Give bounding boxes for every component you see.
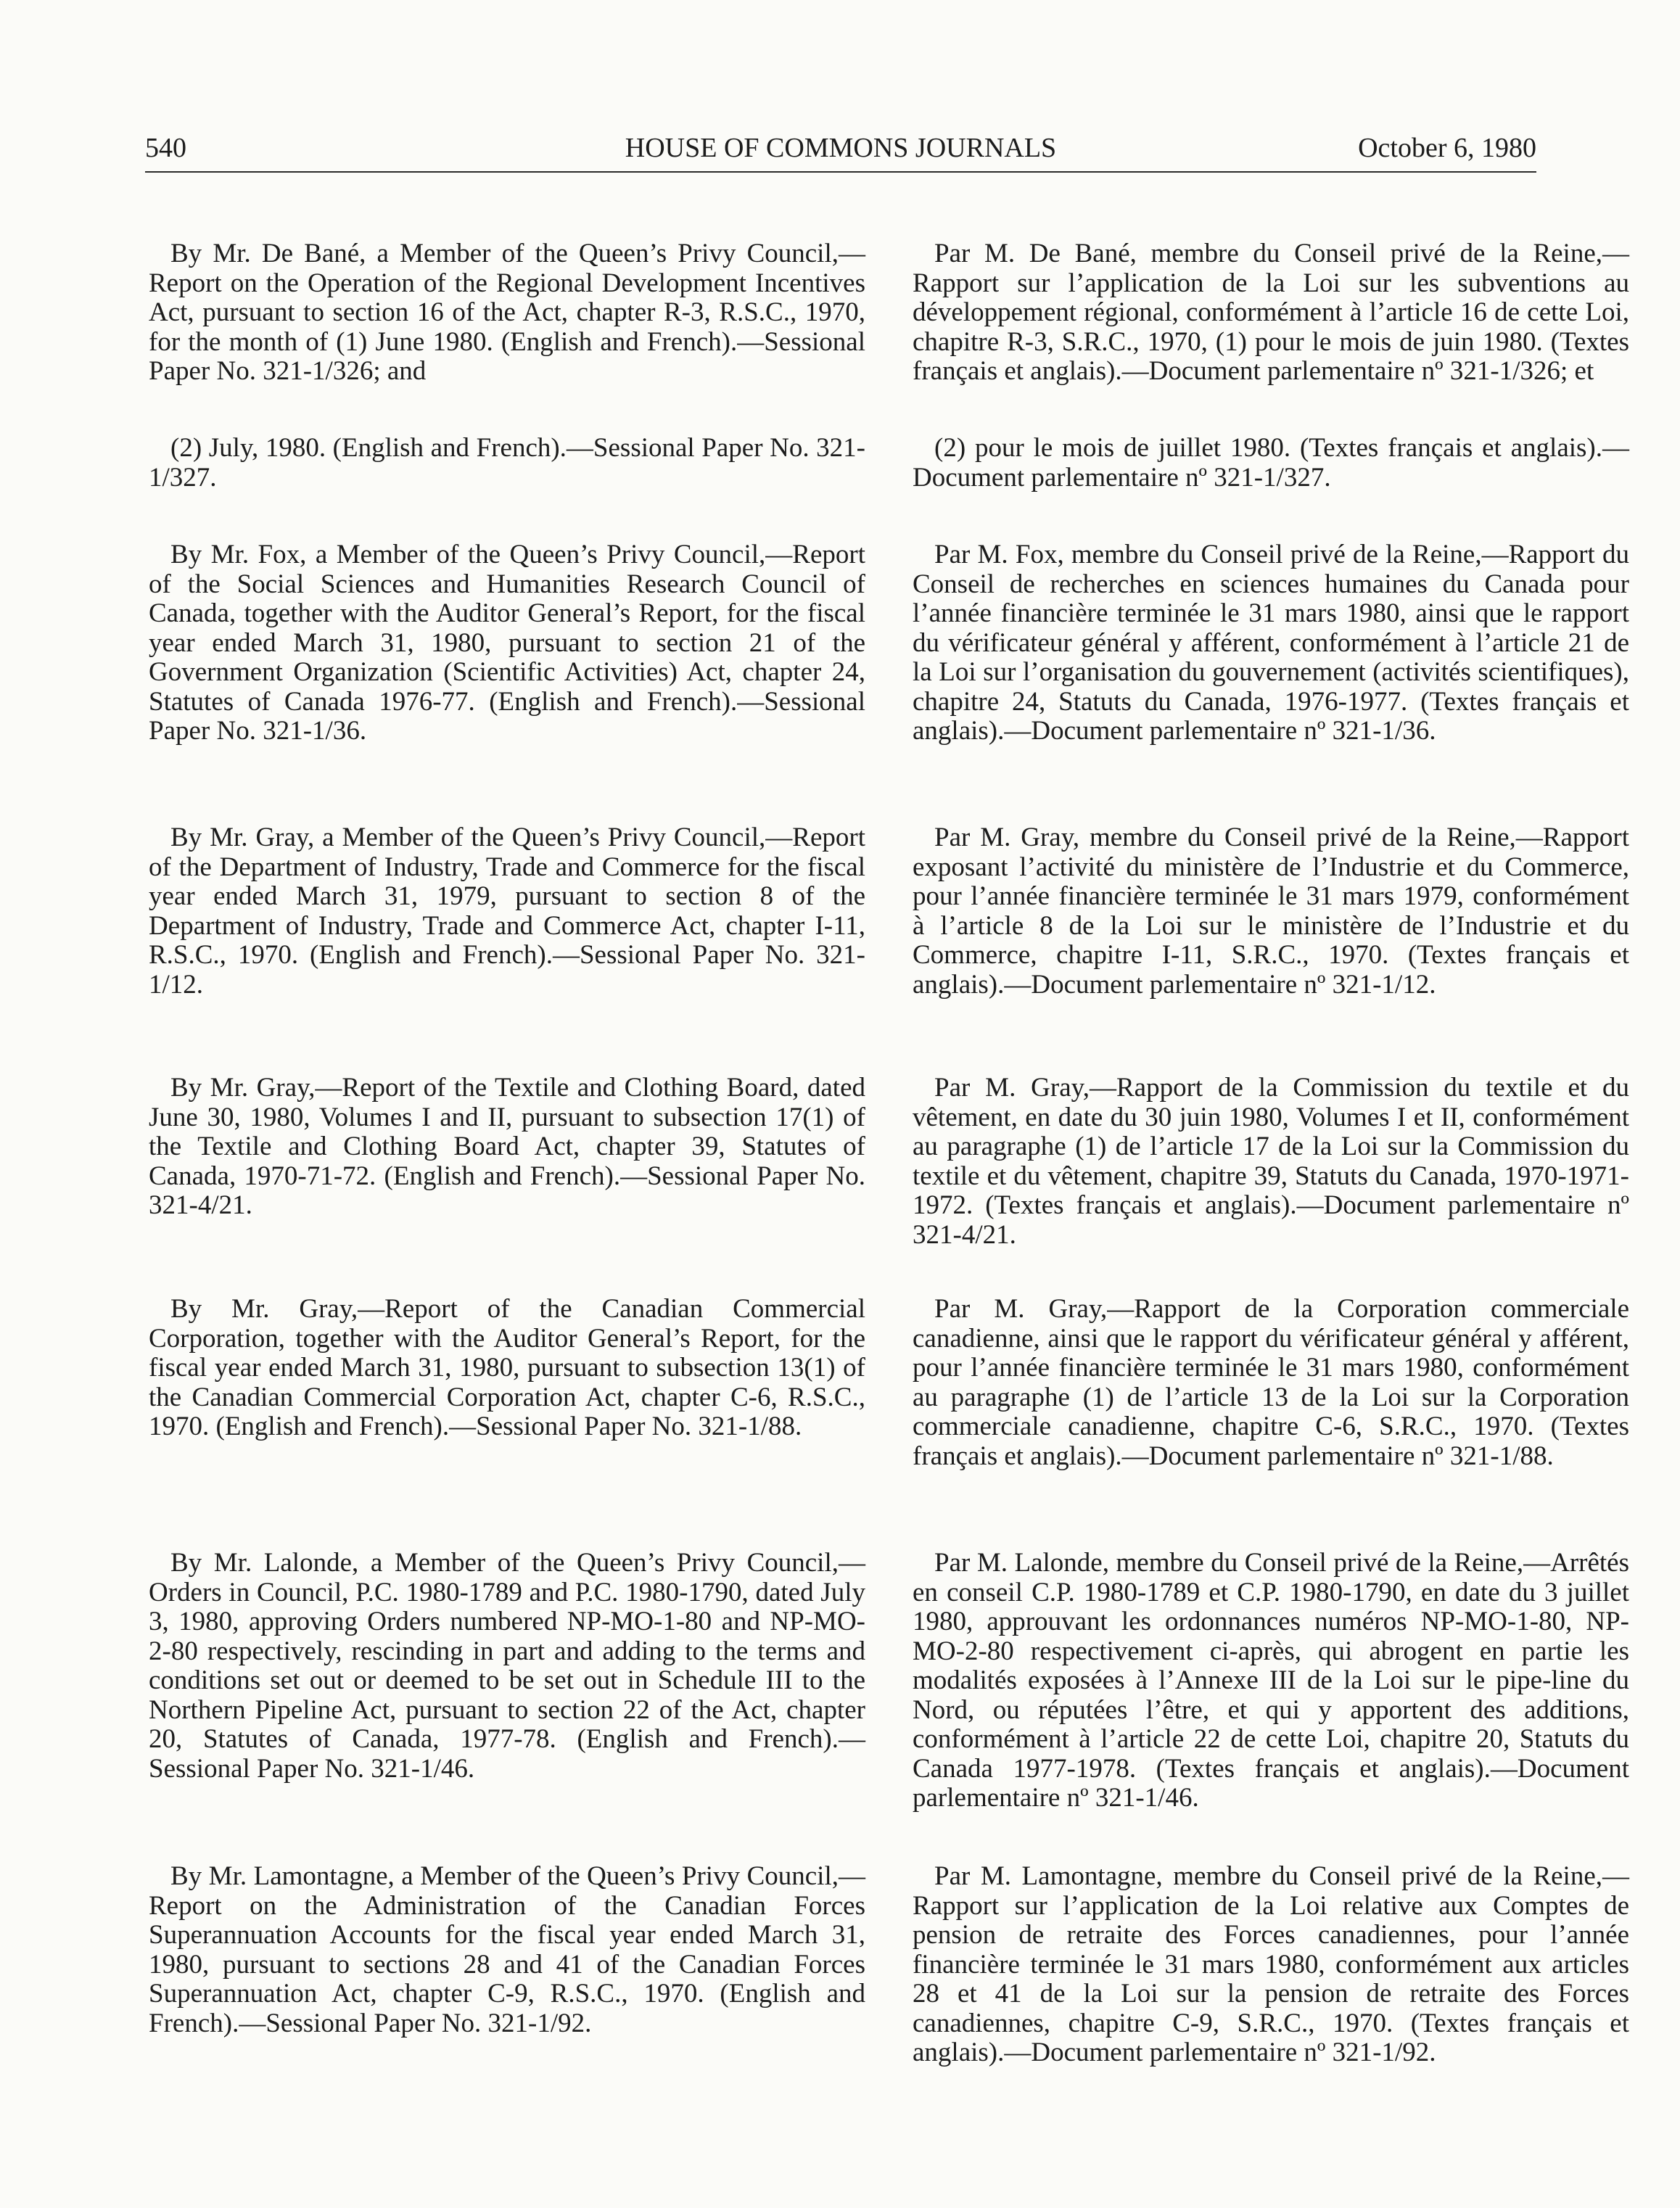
french-paragraph-lamontagne: Par M. Lamontagne, membre du Conseil privé de la Reine,—Rapport sur l’application de la Loi relative aux Comptes de pension de retraite des Forces canadiennes, pour l’année financière terminée le 31 mars 1980, conformément aux articles 28 et 41 de la Loi sur la pension de retraite des Forces canadiennes, chapitre C-9, S.R.C., 1970. (Textes français et anglais).—Document parlementaire nº 321-1/92. (913, 1861, 1629, 2067)
english-paragraph-gray-industry: By Mr. Gray, a Member of the Queen’s Privy Council,—Report of the Department of Industry, Trade and Commerce for the fiscal year ended March 31, 1979, pursuant to section 8 of the Department of Industry, Trade and Commerce Act, chapter I-11, R.S.C., 1970. (English and French).—Sessional Paper No. 321-1/12. (149, 823, 865, 1000)
header-rule (145, 171, 1536, 173)
journal-title: HOUSE OF COMMONS JOURNALS (625, 133, 1057, 163)
english-paragraph-gray-textile: By Mr. Gray,—Report of the Textile and Clothing Board, dated June 30, 1980, Volumes I and II, pursuant to subsection 17(1) of the Textile and Clothing Board Act, chapter 39, Statutes of Canada, 1970-71-72. (English and French).—Sessional Paper No. 321-4/21. (149, 1073, 865, 1220)
french-paragraph-de-bane-juillet: (2) pour le mois de juillet 1980. (Textes français et anglais).—Document parlementaire nº 321-1/327. (913, 433, 1629, 493)
english-paragraph-de-bane-july: (2) July, 1980. (English and French).—Sessional Paper No. 321-1/327. (149, 433, 865, 493)
english-paragraph-de-bane: By Mr. De Bané, a Member of the Queen’s Privy Council,—Report on the Operation of the Regional Development Incentives Act, pursuant to section 16 of the Act, chapter R-3, R.S.C., 1970, for the month of (1) June 1980. (English and French).—Sessional Paper No. 321-1/326; and (149, 239, 865, 386)
french-paragraph-de-bane: Par M. De Bané, membre du Conseil privé de la Reine,—Rapport sur l’application de la Loi sur les subventions au développement régional, conformément à l’article 16 de cette Loi, chapitre R-3, S.R.C., 1970, (1) pour le mois de juin 1980. (Textes français et anglais).—Document parlementaire nº 321-1/326; et (913, 239, 1629, 386)
french-paragraph-gray-ccc: Par M. Gray,—Rapport de la Corporation commerciale canadienne, ainsi que le rapport du vérificateur général y afférent, pour l’année financière terminée le 31 mars 1980, conformément au paragraphe (1) de l’article 13 de la Loi sur la Corporation commerciale canadienne, chapitre C-6, S.R.C., 1970. (Textes français et anglais).—Document parlementaire nº 321-1/88. (913, 1294, 1629, 1471)
english-paragraph-gray-ccc: By Mr. Gray,—Report of the Canadian Commercial Corporation, together with the Auditor General’s Report, for the fiscal year ended March 31, 1980, pursuant to subsection 13(1) of the Canadian Commercial Corporation Act, chapter C-6, R.S.C., 1970. (English and French).—Sessional Paper No. 321-1/88. (149, 1294, 865, 1441)
french-paragraph-gray-textile: Par M. Gray,—Rapport de la Commission du textile et du vêtement, en date du 30 juin 1980, Volumes I et II, conformément au paragraphe (1) de l’article 17 de la Loi sur la Commission du textile et du vêtement, chapitre 39, Statuts du Canada, 1970-1971-1972. (Textes français et anglais).—Document parlementaire nº 321-4/21. (913, 1073, 1629, 1250)
header-date: October 6, 1980 (1358, 133, 1536, 163)
english-paragraph-lalonde: By Mr. Lalonde, a Member of the Queen’s Privy Council,—Orders in Council, P.C. 1980-1789 and P.C. 1980-1790, dated July 3, 1980, approving Orders numbered NP-MO-1-80 and NP-MO-2-80 respectively, rescinding in part and adding to the terms and conditions set out or deemed to be set out in Schedule III to the Northern Pipeline Act, pursuant to section 22 of the Act, chapter 20, Statutes of Canada, 1977-78. (English and French).—Sessional Paper No. 321-1/46. (149, 1548, 865, 1784)
english-paragraph-lamontagne: By Mr. Lamontagne, a Member of the Queen’s Privy Council,—Report on the Administration of the Canadian Forces Superannuation Accounts for the fiscal year ended March 31, 1980, pursuant to sections 28 and 41 of the Canadian Forces Superannuation Act, chapter C-9, R.S.C., 1970. (English and French).—Sessional Paper No. 321-1/92. (149, 1861, 865, 2038)
french-paragraph-fox: Par M. Fox, membre du Conseil privé de la Reine,—Rapport du Conseil de recherches en sciences humaines du Canada pour l’année financière terminée le 31 mars 1980, ainsi que le rapport du vérificateur général y afférent, conformément à l’article 21 de la Loi sur l’organisation du gouvernement (activités scientifiques), chapitre 24, Statuts du Canada, 1976-1977. (Textes français et anglais).—Document parlementaire nº 321-1/36. (913, 540, 1629, 746)
page-header (145, 128, 1536, 168)
english-paragraph-fox: By Mr. Fox, a Member of the Queen’s Privy Council,—Report of the Social Sciences and Humanities Research Council of Canada, together with the Auditor General’s Report, for the fiscal year ended March 31, 1980, pursuant to section 21 of the Government Organization (Scientific Activities) Act, chapter 24, Statutes of Canada 1976-77. (English and French).—Sessional Paper No. 321-1/36. (149, 540, 865, 746)
french-paragraph-lalonde: Par M. Lalonde, membre du Conseil privé de la Reine,—Arrêtés en conseil C.P. 1980-1789 et C.P. 1980-1790, en date du 3 juillet 1980, approuvant les ordonnances numéros NP-MO-1-80, NP-MO-2-80 respectivement ci-après, qui abrogent en partie les modalités exposées à l’Annexe III de la Loi sur le pipe-line du Nord, ou réputées l’être, et qui y apportent des additions, conformément à l’article 22 de cette Loi, chapitre 20, Statuts du Canada 1977-1978. (Textes français et anglais).—Document parlementaire nº 321-1/46. (913, 1548, 1629, 1813)
page-number: 540 (145, 133, 186, 163)
french-paragraph-gray-industrie: Par M. Gray, membre du Conseil privé de la Reine,—Rapport exposant l’activité du ministère de l’Industrie et du Commerce, pour l’année financière terminée le 31 mars 1979, conformément à l’article 8 de la Loi sur le ministère de l’Industrie et du Commerce, chapitre I-11, S.R.C., 1970. (Textes français et anglais).—Document parlementaire nº 321-1/12. (913, 823, 1629, 1000)
